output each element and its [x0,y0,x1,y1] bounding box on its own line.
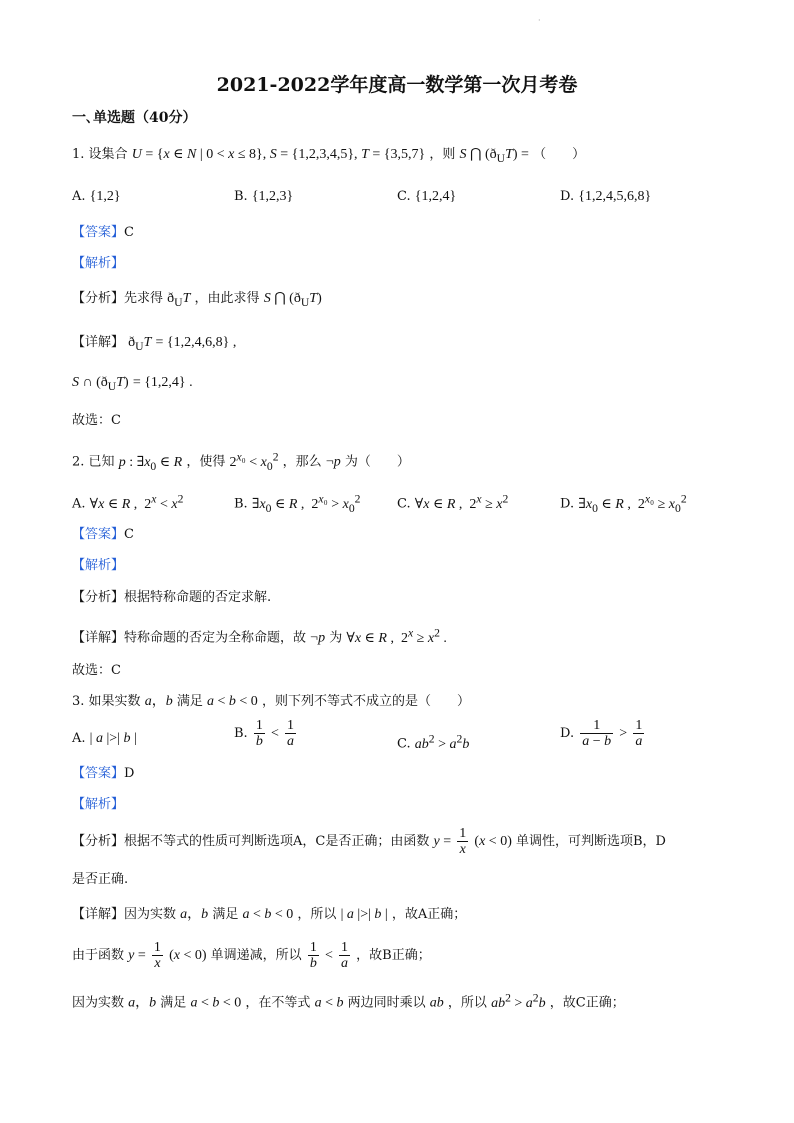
question-3-detail-2: 由于函数 y = $\frac{1}{x}$ (x < 0) 单调递减，所以 $\frac{1}{b}$ < $\frac{1}{a}$ ，故B正确； [72,940,431,971]
question-2-fenxi: 【分析】根据特称命题的否定求解. [72,590,272,605]
question-3-option-b: B. $\frac{1}{b}$ < $\frac{1}{a}$ [234,718,295,749]
question-1-answer: 【答案】C [72,225,134,240]
question-1-analysis-tag: 【解析】 [72,256,125,271]
page-title: 2021-2022学年度高一数学第一次月考卷 [216,74,578,96]
question-3-analysis-tag: 【解析】 [72,797,125,812]
question-1-detail-1: 【详解】 $ð_UT = \{1,2,4,6,8\}$ , [72,335,237,353]
question-2-option-d: D. $\exists x_0$ ∈ R , $2^{x_0} \ge x_0^2$ [560,492,687,515]
question-3-option-d: D. $\frac{1}{a - b}$ > $\frac{1}{a}$ [560,718,643,749]
question-1-option-b: B. {1,2,3} [234,189,294,204]
question-2-option-a: A. ∀x ∈ R , $2^x < x^2$ [72,492,184,512]
question-3-option-a: A. | a |>| b | [72,731,137,746]
question-3-option-c: C. $ab^2 > a^2b$ [397,732,470,752]
question-3-stem: 3. 如果实数 a，b 满足 a < b < 0 ，则下列不等式不成立的是（ ） [72,694,470,709]
question-1-choice: 故选：C [72,413,121,428]
question-1-option-c: C. {1,2,4} [397,189,457,204]
question-1-detail-2: S ∩ $(ð_UT) = \{1,2,4\}$ . [72,375,193,393]
question-3-fenxi: 【分析】根据不等式的性质可判断选项A，C是否正确；由函数 y = $\frac{1}{x}$ (x < 0) 单调性，可判断选项B，D [72,826,666,857]
question-2-detail: 【详解】特称命题的否定为全称命题，故 ¬p 为 ∀x ∈ R , $2^x \ge x^2$ . [72,626,447,646]
page-mark: · [538,16,541,25]
question-1-option-a: A. {1,2} [72,189,121,204]
question-2-choice: 故选：C [72,663,121,678]
question-1-fenxi: 【分析】先求得 $ð_UT$ ，由此求得 S ⋂ $(ð_UT)$ [72,291,322,309]
section-heading: 一､单选题（40分） [72,110,197,126]
question-2-option-c: C. ∀x ∈ R , $2^x \ge x^2$ [397,492,509,512]
question-2-answer: 【答案】C [72,527,134,542]
question-3-detail-3: 因为实数 a，b 满足 a < b < 0 ，在不等式 a < b 两边同时乘以 ab ，所以 $ab^2 > a^2b$ ，故C正确； [72,991,625,1011]
question-3-fenxi-cont: 是否正确. [72,872,129,887]
question-2-option-b: B. $\exists x_0$ ∈ R , $2^{x_0} > x_0^2$ [234,492,361,515]
question-1-option-d: D. {1,2,4,5,6,8} [560,189,652,204]
question-2-analysis-tag: 【解析】 [72,558,125,573]
question-1-stem: 1. 设集合 U = {x ∈ N | 0 < x ≤ 8}, S = {1,2,3,4,5}, T = {3,5,7} ，则 S ⋂ $(ð_UT)$ = （ ） [72,147,586,165]
question-2-stem: 2. 已知 p : $\exists x_0$ ∈ R ，使得 $2^{x_0} < x_0^2$ ，那么 ¬p 为（ ） [72,450,410,473]
question-3-detail-1: 【详解】因为实数 a，b 满足 a < b < 0 ，所以 | a |>| b | ，故A正确； [72,907,467,922]
question-3-answer: 【答案】D [72,766,135,781]
